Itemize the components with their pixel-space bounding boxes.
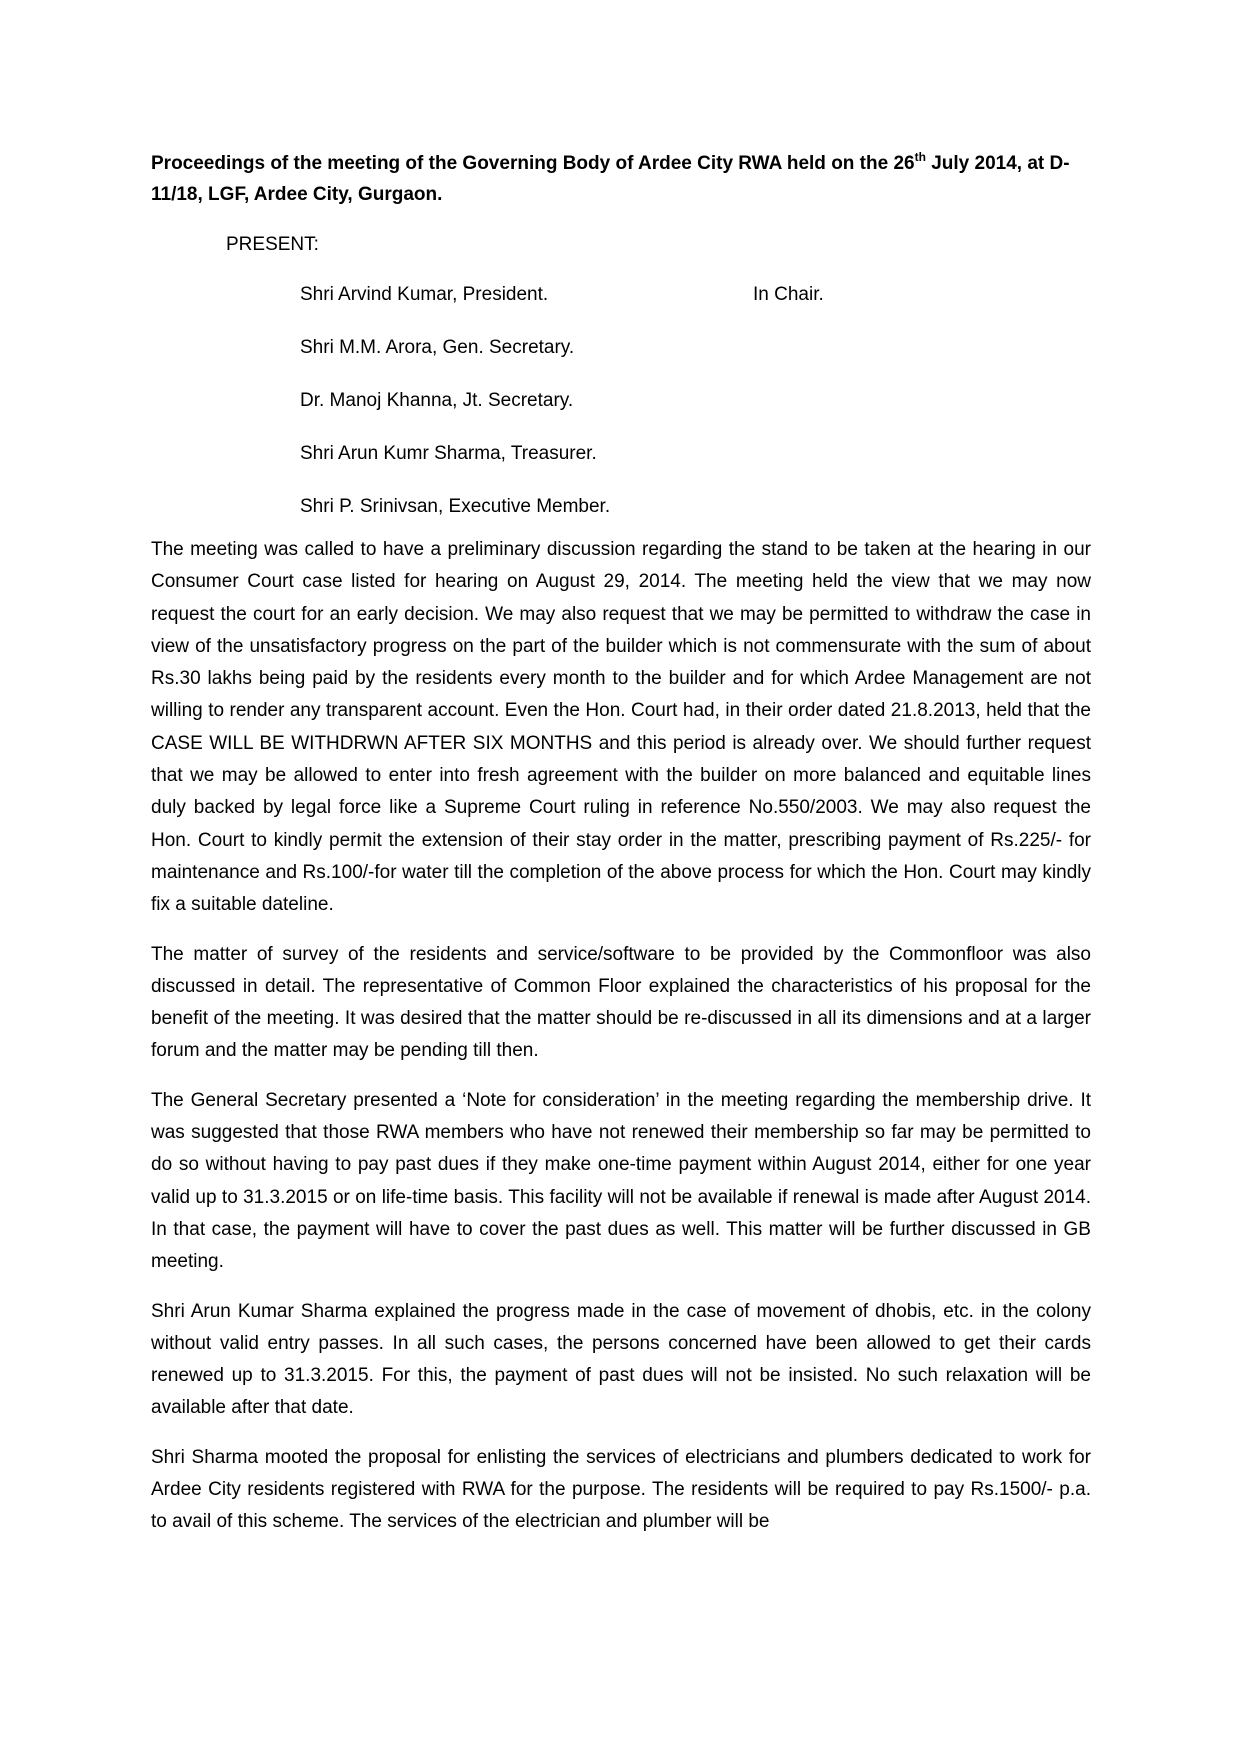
document-heading <box>151 148 1091 210</box>
attendee-executive-member <box>300 491 1091 522</box>
attendee-president <box>300 279 1091 310</box>
attendee-name: Shri Arvind Kumar, President. <box>300 284 549 305</box>
attendee-name: Shri P. Srinivsan, Executive Member. <box>300 496 611 517</box>
heading-text-start: Proceedings of the meeting of the Governing Body of Ardee City RWA held on the 26 <box>151 153 915 174</box>
attendee-treasurer <box>300 438 1091 469</box>
attendee-name: Dr. Manoj Khanna, Jt. Secretary. <box>300 390 574 411</box>
paragraph-electricians-plumbers: Shri Sharma mooted the proposal for enlisting the services of electricians and plumbers dedicated to work for Ardee City residents registered with RWA for the purpose. The residents will be required to pay Rs.1500/- p.a. to avail of this scheme. The services of the electrician and plumber will be <box>151 1446 1091 1533</box>
paragraph-entry-passes: Shri Arun Kumar Sharma explained the progress made in the case of movement of dhobis, etc. in the colony without valid entry passes. In all such cases, the persons concerned have been allowed to get their cards renewed up to 31.3.2015. For this, the payment of past dues will not be insisted. No such relaxation will be available after that date. <box>151 1300 1091 1419</box>
present-label: PRESENT: <box>226 234 319 255</box>
paragraph-consumer-court: The meeting was called to have a preliminary discussion regarding the stand to be taken at the hearing in our Consumer Court case listed for hearing on August 29, 2014. The meeting held the view that we may now request the court for an early decision. We may also request that we may be permitted to withdraw the case in view of the unsatisfactory progress on the part of the builder which is not commensurate with the sum of about Rs.30 lakhs being paid by the residents every month to the builder and for which Ardee Management are not willing to render any transparent account. Even the Hon. Court had, in their order dated 21.8.2013, held that the CASE WILL BE WITHDRWN AFTER SIX MONTHS and this period is already over. We should further request that we may be allowed to enter into fresh agreement with the builder on more balanced and equitable lines duly backed by legal force like a Supreme Court ruling in reference No.550/2003. We may also request the Hon. Court to kindly permit the extension of their stay order in the matter, prescribing payment of Rs.225/- for maintenance and Rs.100/-for water till the completion of the above process for which the Hon. Court may kindly fix a suitable dateline. <box>151 539 1091 916</box>
heading-superscript: th <box>914 149 926 164</box>
attendee-name: Shri M.M. Arora, Gen. Secretary. <box>300 337 575 358</box>
document-page <box>151 148 1091 1539</box>
paragraph-membership-drive: The General Secretary presented a ‘Note for consideration’ in the meeting regarding the membership drive. It was suggested that those RWA members who have not renewed their membership so far may be permitted to do so without having to pay past dues if they make one-time payment within August 2014, either for one year valid up to 31.3.2015 or on life-time basis. This facility will not be available if renewal is made after August 2014. In that case, the payment will have to cover the past dues as well. This matter will be further discussed in GB meeting. <box>151 1089 1091 1273</box>
heading-text-end: July 2014, at D-11/18, LGF, Ardee City, Gurgaon. <box>151 153 1070 205</box>
attendee-chair-note: In Chair. <box>753 284 824 305</box>
attendee-list <box>300 279 1091 522</box>
attendee-name: Shri Arun Kumr Sharma, Treasurer. <box>300 443 597 464</box>
paragraph-commonfloor-survey: The matter of survey of the residents and service/software to be provided by the Commonfloor was also discussed in detail. The representative of Common Floor explained the characteristics of his proposal for the benefit of the meeting. It was desired that the matter should be re-discussed in all its dimensions and at a larger forum and the matter may be pending till then. <box>151 943 1091 1062</box>
attendee-gen-secretary <box>300 332 1091 363</box>
attendee-jt-secretary <box>300 385 1091 416</box>
